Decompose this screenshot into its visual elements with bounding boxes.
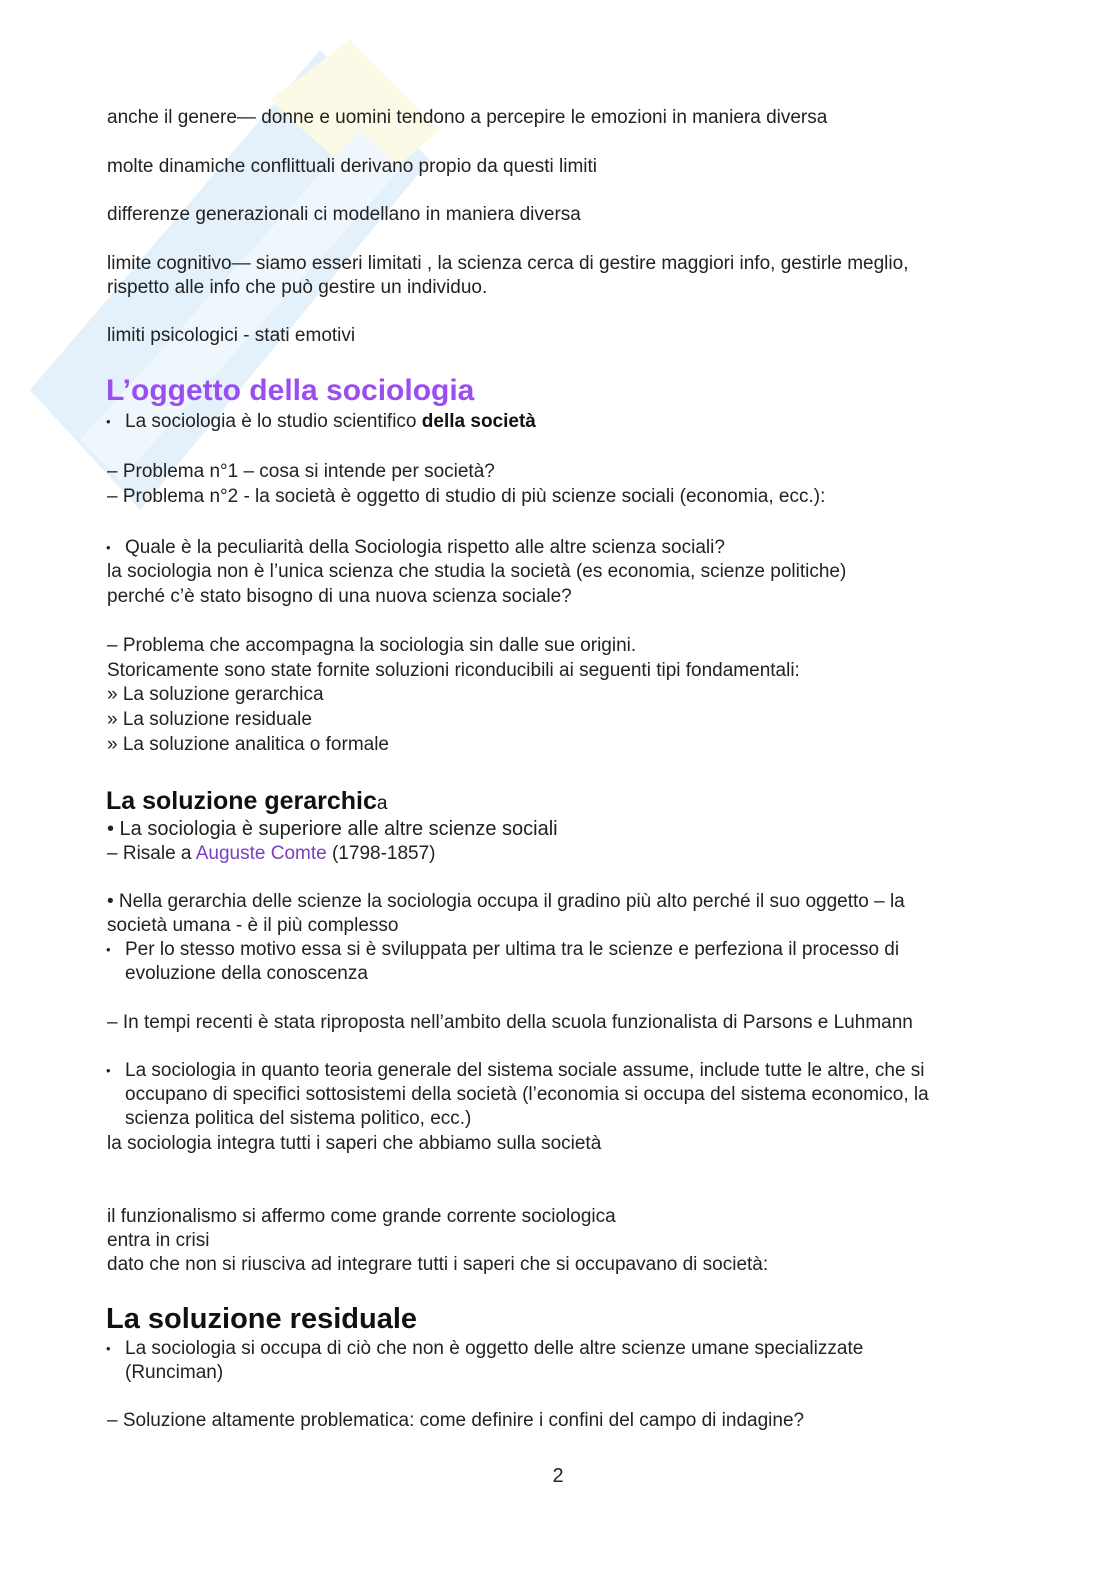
text-line: la sociologia integra tutti i saperi che abbiamo sulla società <box>107 1133 602 1154</box>
text-line: società umana - è il più complesso <box>107 915 399 936</box>
text-line: molte dinamiche conflittuali derivano propio da questi limiti <box>107 156 598 177</box>
text-line: – In tempi recenti è stata riproposta nell’ambito della scuola funzionalista di Parsons e Luhmann <box>107 1012 913 1033</box>
bullet-icon: • <box>106 540 111 555</box>
heading-suffix: a <box>376 793 388 814</box>
bullet-icon: • <box>106 942 111 957</box>
text-line: differenze generazionali ci modellano in maniera diversa <box>107 204 581 225</box>
text-line: – Soluzione altamente problematica: come definire i confini del campo di indagine? <box>107 1410 805 1431</box>
text-line: perché c’è stato bisogno di una nuova scienza sociale? <box>107 586 572 607</box>
heading-text: La soluzione gerarchic <box>106 787 377 815</box>
definition-line <box>125 410 536 434</box>
text-line: rispetto alle info che può gestire un individuo. <box>107 277 488 298</box>
auguste-comte-link[interactable]: Auguste Comte <box>195 843 327 864</box>
text-line: occupano di specifici sottosistemi della società (l’economia si occupa del sistema economico, la <box>125 1084 929 1105</box>
text-line: Per lo stesso motivo essa si è sviluppata per ultima tra le scienze e perfeziona il processo di <box>125 939 900 960</box>
text-line: evoluzione della conoscenza <box>125 963 368 984</box>
page-number: 2 <box>552 1465 564 1487</box>
text-line: limiti psicologici - stati emotivi <box>107 325 356 346</box>
definition-text: La sociologia è lo studio scientifico <box>125 411 422 432</box>
list-item: » La soluzione residuale <box>107 709 312 730</box>
text-line: Storicamente sono state fornite soluzioni riconducibili ai seguenti tipi fondamentali: <box>107 660 800 681</box>
text-line: • La sociologia è superiore alle altre scienze sociali <box>107 818 558 840</box>
list-item: » La soluzione gerarchica <box>107 684 324 705</box>
text-line: – Problema n°1 – cosa si intende per società? <box>107 461 495 482</box>
section-heading-gerarchica <box>106 786 388 819</box>
text-line: scienza politica del sistema politico, ecc.) <box>125 1108 472 1129</box>
text-line: limite cognitivo— siamo esseri limitati , la scienza cerca di gestire maggiori info, gestirle meglio, <box>107 253 909 274</box>
definition-emphasis: della società <box>421 411 536 432</box>
text: – Risale a <box>107 843 196 864</box>
bullet-icon: • <box>106 1063 111 1078</box>
text-line: il funzionalismo si affermo come grande corrente sociologica <box>107 1206 616 1227</box>
bullet-icon: • <box>106 414 111 429</box>
text-line: – Problema che accompagna la sociologia sin dalle sue origini. <box>107 635 637 656</box>
bullet-icon: • <box>106 1341 111 1356</box>
text-line: (Runciman) <box>125 1362 224 1383</box>
text-line: dato che non si riusciva ad integrare tutti i saperi che si occupavano di società: <box>107 1254 769 1275</box>
section-heading-oggetto: L’oggetto della sociologia <box>106 374 475 407</box>
text-line: entra in crisi <box>107 1230 210 1251</box>
text-line: la sociologia non è l’unica scienza che studia la società (es economia, scienze politiche) <box>107 561 847 582</box>
text: (1798-1857) <box>326 843 436 864</box>
section-heading-residuale: La soluzione residuale <box>106 1303 418 1335</box>
text-line: anche il genere— donne e uomini tendono a percepire le emozioni in maniera diversa <box>107 107 828 128</box>
list-item: » La soluzione analitica o formale <box>107 734 390 755</box>
text-line: – Problema n°2 - la società è oggetto di studio di più scienze sociali (economia, ecc.): <box>107 486 826 507</box>
text-line <box>107 842 436 866</box>
text-line: Quale è la peculiarità della Sociologia rispetto alle altre scienza sociali? <box>125 537 725 558</box>
text-line: • Nella gerarchia delle scienze la sociologia occupa il gradino più alto perché il suo oggetto – la <box>107 891 905 912</box>
text-line: La sociologia in quanto teoria generale del sistema sociale assume, include tutte le altre, che si <box>125 1060 925 1081</box>
text-line: La sociologia si occupa di ciò che non è oggetto delle altre scienze umane specializzate <box>125 1338 864 1359</box>
